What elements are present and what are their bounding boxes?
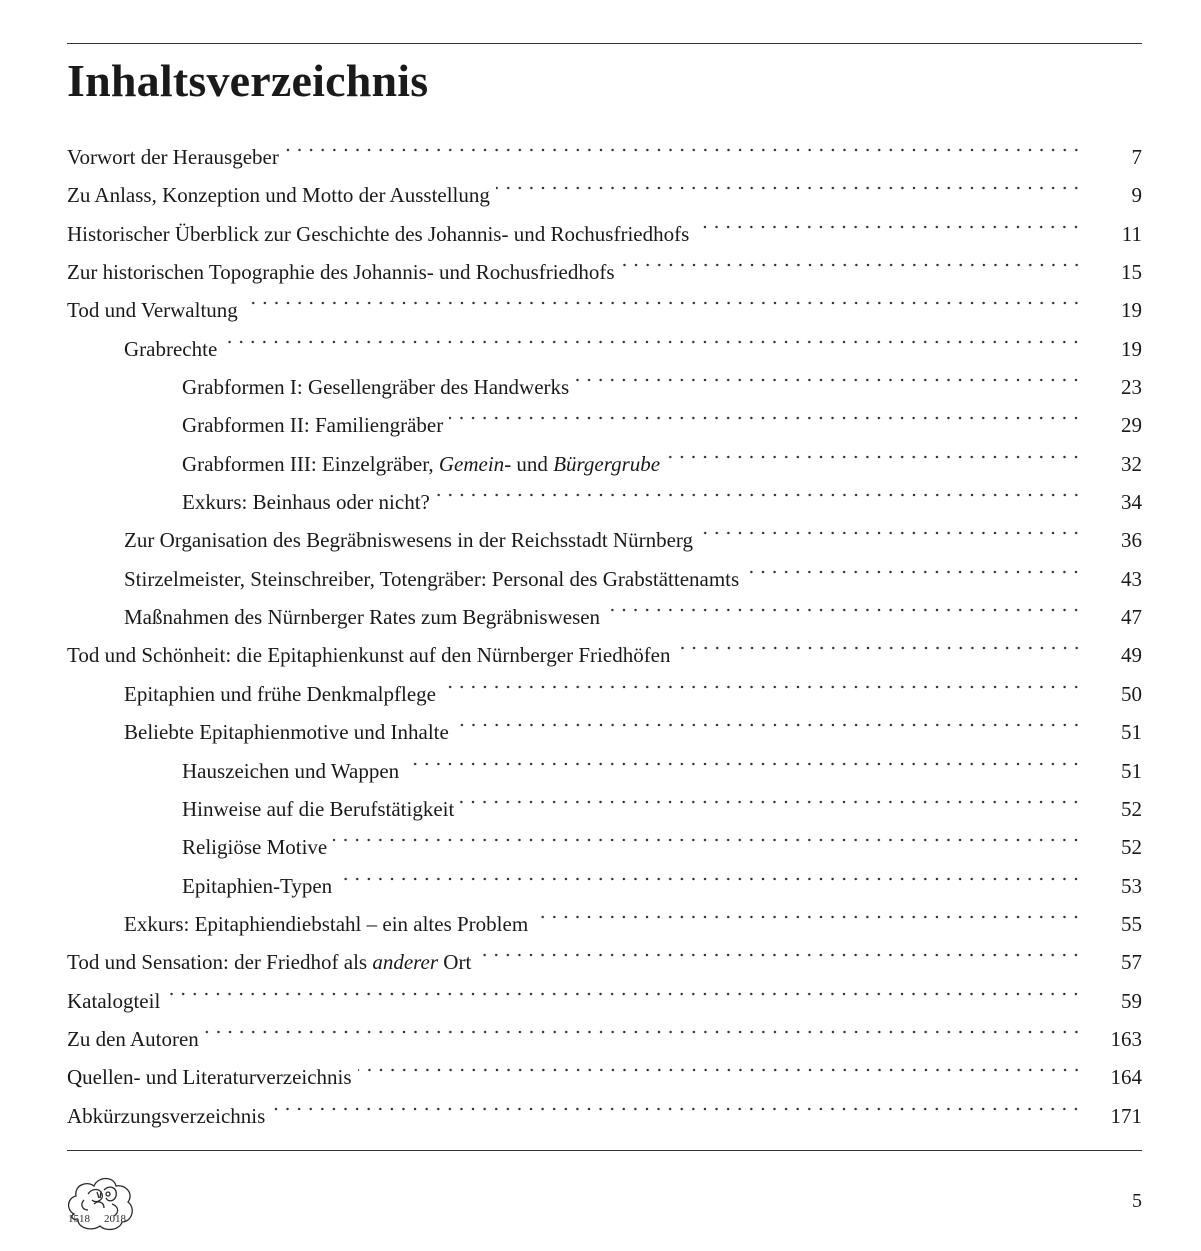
dot-leader (666, 447, 1082, 467)
toc-entry-page: 164 (1110, 1065, 1142, 1090)
toc-entry (67, 406, 1142, 444)
bottom-rule (67, 1150, 1142, 1151)
toc-entry (67, 176, 1142, 214)
toc-entry-title (182, 406, 449, 444)
dot-leader (333, 830, 1082, 850)
toc-entry-title (67, 138, 285, 176)
toc-entry-page: 9 (1131, 183, 1142, 208)
toc-entry-title-text: Tod und Schönheit: die Epitaphienkunst auf den Nürnberger Friedhöfen (67, 643, 671, 668)
toc-entry (67, 483, 1142, 521)
toc-entry (67, 215, 1142, 253)
toc-entry-title (124, 598, 606, 636)
toc-entry-title (124, 330, 223, 368)
dot-leader (606, 600, 1082, 620)
toc-entry-title (67, 215, 695, 253)
toc-entry-page: 51 (1121, 758, 1142, 783)
dot-leader (223, 332, 1082, 352)
toc-entry-page: 50 (1121, 681, 1142, 706)
dot-leader (405, 754, 1082, 774)
toc-entry-title (67, 176, 496, 214)
toc-entry-page: 57 (1121, 950, 1142, 975)
toc-entry-page: 52 (1121, 796, 1142, 821)
dot-leader (496, 178, 1082, 198)
toc-entry (67, 790, 1142, 828)
dot-leader (358, 1060, 1082, 1080)
toc-entry-title (124, 675, 442, 713)
toc-entry-page: 32 (1121, 451, 1142, 476)
toc-entry-page: 52 (1121, 835, 1142, 860)
toc-entry-title-text: Exkurs: Epitaphiendiebstahl – ein altes Problem (124, 911, 529, 936)
dot-leader (699, 523, 1082, 543)
toc-entry-title-text: Stirzelmeister, Steinschreiber, Totengräber: Personal des Grabstättenamts (124, 566, 740, 591)
toc-entry-page: 29 (1121, 413, 1142, 438)
toc-entry (67, 598, 1142, 636)
toc-entry-title-text: Historischer Überblick zur Geschichte des Johannis- und Rochusfriedhofs (67, 221, 690, 246)
toc-entry-title-text: Beliebte Epitaphienmotive und Inhalte (124, 720, 449, 745)
toc-entry-title (182, 445, 666, 483)
anniversary-seal-icon (64, 1170, 136, 1232)
toc-entry (67, 291, 1142, 329)
toc-entry-title-text: Tod und Verwaltung (67, 298, 238, 323)
toc-entry-page: 49 (1121, 643, 1142, 668)
toc-entry-page: 59 (1121, 988, 1142, 1013)
page-title: Inhaltsverzeichnis (67, 55, 429, 106)
toc-entry-title-emphasis: anderer (372, 950, 439, 975)
toc-entry-page: 171 (1110, 1103, 1142, 1128)
toc-entry-title-text: Hauszeichen und Wappen (182, 758, 400, 783)
toc-entry-page: 47 (1121, 605, 1142, 630)
toc-entry-title (124, 713, 455, 751)
dot-leader (449, 408, 1082, 428)
dot-leader (621, 255, 1082, 275)
toc-entry-title (182, 828, 333, 866)
seal-year-right: 2018 (104, 1213, 126, 1225)
dot-leader (436, 485, 1082, 505)
toc-entry-title (124, 905, 534, 943)
toc-entry-title (67, 943, 477, 981)
toc-entry-title-text: Vorwort der Herausgeber (67, 145, 279, 169)
toc-entry-page: 43 (1121, 566, 1142, 591)
toc-entry-title-text: Tod und Sensation: der Friedhof als (67, 950, 373, 975)
toc-entry (67, 368, 1142, 406)
toc-entry-title-text: Grabformen II: Familiengräber (182, 413, 444, 438)
dot-leader (244, 293, 1082, 313)
toc-entry-title-text: Grabrechte (124, 336, 218, 361)
toc-entry-title-text: Ort (438, 950, 472, 975)
toc-entry (67, 1097, 1142, 1135)
toc-entry (67, 521, 1142, 559)
toc-entry-title (182, 368, 575, 406)
toc-entry-page: 55 (1121, 911, 1142, 936)
toc-entry-title-text: Epitaphien-Typen (182, 873, 333, 898)
toc-entry-title-text: Quellen- und Literaturverzeichnis (67, 1065, 352, 1090)
dot-leader (477, 945, 1082, 965)
toc-entry-title-emphasis: Bürgergrube (553, 451, 661, 476)
toc-entry (67, 636, 1142, 674)
toc-entry-title (182, 790, 460, 828)
toc-entry-title-emphasis: Gemein (438, 451, 505, 476)
toc-entry (67, 330, 1142, 368)
toc-entry (67, 445, 1142, 483)
toc-entry-title-text: Zur Organisation des Begräbniswesens in der Reichsstadt Nürnberg (124, 528, 694, 553)
toc-entry (67, 905, 1142, 943)
dot-leader (455, 715, 1082, 735)
dot-leader (534, 907, 1082, 927)
toc-entry (67, 675, 1142, 713)
toc-entry (67, 253, 1142, 291)
toc-entry-title-text: Abkürzungsverzeichnis (67, 1103, 266, 1128)
toc-entry-title-text: Zur historischen Topographie des Johannis- und Rochusfriedhofs (67, 260, 615, 285)
toc-entry (67, 560, 1142, 598)
dot-leader (166, 984, 1082, 1004)
toc-entry-title (182, 752, 405, 790)
toc-entry-title-text: Grabformen I: Gesellengräber des Handwerks (182, 375, 570, 400)
toc-entry (67, 1020, 1142, 1058)
toc-entry-page: 23 (1121, 375, 1142, 400)
toc-entry-page: 53 (1121, 873, 1142, 898)
toc-entry (67, 828, 1142, 866)
toc-entry-page: 19 (1121, 336, 1142, 361)
dot-leader (338, 869, 1082, 889)
toc-entry-title (67, 982, 166, 1020)
toc-entry-page: 34 (1121, 490, 1142, 515)
toc-entry-title-text: Exkurs: Beinhaus oder nicht? (182, 490, 430, 515)
table-of-contents (67, 138, 1142, 1135)
toc-entry-title-text: Maßnahmen des Nürnberger Rates zum Begräbniswesen (124, 605, 601, 630)
toc-entry-title (67, 636, 677, 674)
toc-entry-page: 36 (1121, 528, 1142, 553)
toc-entry-title (67, 291, 244, 329)
toc-entry-page: 51 (1121, 720, 1142, 745)
toc-entry-page: 7 (1131, 145, 1142, 169)
toc-entry-title (67, 1058, 358, 1096)
dot-leader (271, 1099, 1082, 1119)
toc-entry-title (67, 1020, 205, 1058)
toc-entry (67, 138, 1142, 176)
toc-entry-title (67, 1097, 271, 1135)
dot-leader (677, 638, 1082, 658)
toc-entry-page: 163 (1110, 1026, 1142, 1051)
dot-leader (442, 677, 1082, 697)
toc-entry-title (182, 483, 436, 521)
toc-entry (67, 713, 1142, 751)
dot-leader (575, 370, 1082, 390)
toc-entry-page: 15 (1121, 260, 1142, 285)
toc-entry-title (124, 521, 699, 559)
toc-entry-title-text: Zu Anlass, Konzeption und Motto der Ausstellung (67, 183, 490, 208)
top-rule (67, 43, 1142, 44)
toc-entry-title-text: Hinweise auf die Berufstätigkeit (182, 796, 455, 821)
dot-leader (460, 792, 1082, 812)
toc-entry (67, 1058, 1142, 1096)
toc-entry-title-text: Religiöse Motive (182, 835, 328, 860)
toc-entry-title-text: Katalogteil (67, 988, 161, 1013)
dot-leader (745, 562, 1082, 582)
toc-entry (67, 943, 1142, 981)
toc-entry (67, 867, 1142, 905)
toc-entry-title-text: Epitaphien und frühe Denkmalpflege (124, 681, 436, 706)
toc-entry (67, 752, 1142, 790)
toc-entry-title (67, 253, 621, 291)
toc-entry-title (124, 560, 745, 598)
toc-entry-title-text: Zu den Autoren (67, 1026, 199, 1051)
toc-entry (67, 982, 1142, 1020)
toc-entry-title-text: - und (504, 451, 554, 476)
toc-entry-page: 11 (1121, 221, 1142, 246)
toc-entry-page: 19 (1121, 298, 1142, 323)
dot-leader (205, 1022, 1082, 1042)
toc-entry-title-text: Grabformen III: Einzelgräber, (182, 451, 439, 476)
dot-leader (695, 217, 1082, 237)
toc-entry-title (182, 867, 338, 905)
dot-leader (285, 140, 1082, 160)
seal-year-left: 1518 (68, 1213, 90, 1225)
page-number: 5 (1132, 1190, 1142, 1212)
